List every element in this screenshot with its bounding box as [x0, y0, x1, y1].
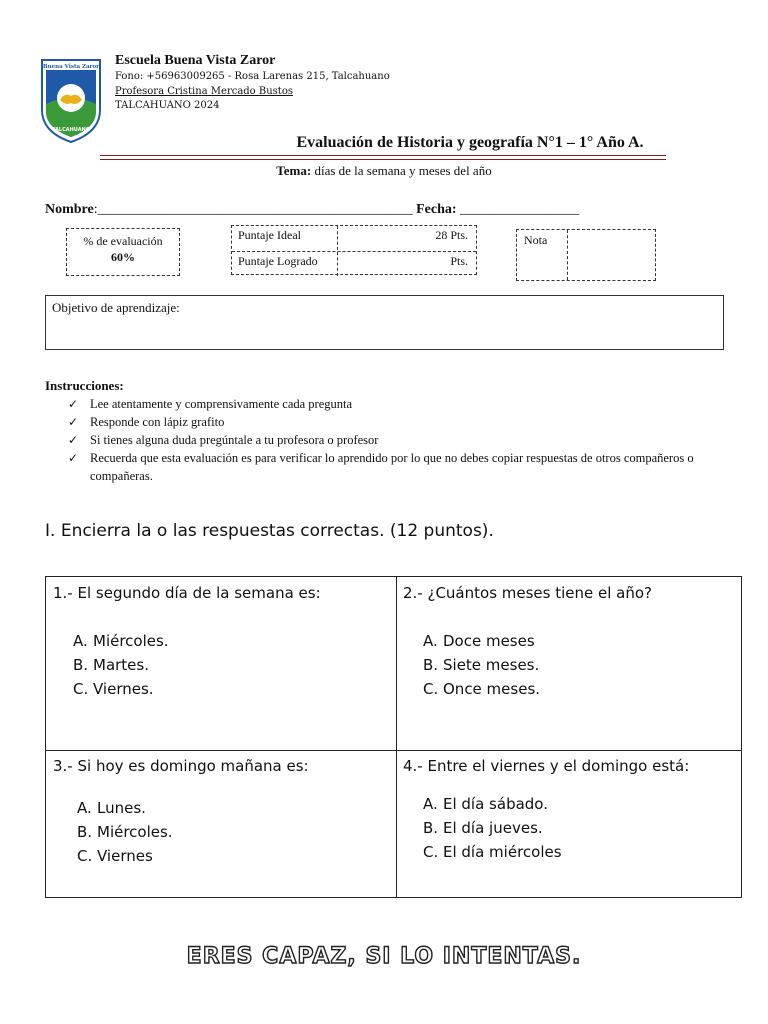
option-a[interactable]: A. Doce meses	[423, 632, 535, 650]
nombre-label: Nombre	[45, 202, 94, 217]
evaluation-percent-box	[66, 228, 180, 276]
objetivo-label: Objetivo de aprendizaje:	[52, 300, 180, 315]
question-text: 4.- Entre el viernes y el domingo está:	[403, 757, 690, 775]
question-3	[46, 750, 396, 872]
tema-line	[0, 163, 768, 179]
instrucciones-title: Instrucciones:	[45, 378, 124, 393]
questions-table	[45, 576, 742, 898]
question-4	[396, 750, 742, 868]
instruccion-item: ✓ Responde con lápiz grafito	[68, 415, 225, 429]
option-list	[53, 629, 389, 701]
instruccion-item: ✓ Si tienes alguna duda pregúntale a tu profesora o profesor	[68, 433, 379, 447]
tema-value: días de la semana y meses del año	[311, 163, 492, 178]
evaluation-title: Evaluación de Historia y geografía N°1 – 1° Año A.	[296, 134, 644, 151]
check-icon: ✓	[68, 397, 79, 411]
question-text: 1.- El segundo día de la semana es:	[53, 584, 321, 602]
puntaje-logrado-row	[232, 251, 476, 276]
motto: ERES CAPAZ, SI LO INTENTAS.	[186, 944, 582, 969]
option-list	[403, 792, 735, 864]
puntaje-logrado-value[interactable]: Pts.	[450, 254, 468, 268]
puntaje-box	[231, 225, 477, 275]
title-rule-top	[100, 155, 666, 156]
title-rule-bottom	[100, 159, 666, 160]
nombre-field[interactable]: :_____________________________________________	[93, 202, 413, 217]
option-a[interactable]: A. El día sábado.	[423, 795, 548, 813]
teacher-name: Profesora Cristina Mercado Bustos	[115, 86, 293, 97]
option-list	[403, 629, 735, 701]
puntaje-ideal-label: Puntaje Ideal	[238, 228, 301, 242]
question-1	[46, 577, 396, 705]
check-icon: ✓	[68, 451, 79, 465]
objetivo-box	[45, 295, 724, 350]
instruccion-item: ✓ Recuerda que esta evaluación es para verificar lo aprendido por lo que no debes copiar respuestas de otros compañeros o compañeras.	[68, 451, 694, 483]
logo-text-bottom: TALCAHUANO	[51, 127, 91, 133]
option-c[interactable]: C. Viernes	[77, 847, 153, 865]
nota-divider	[567, 230, 568, 280]
option-c[interactable]: C. Viernes.	[73, 680, 154, 698]
fecha-field[interactable]: _________________	[456, 202, 580, 217]
puntaje-divider	[337, 226, 338, 276]
check-icon: ✓	[68, 415, 79, 429]
question-text: 3.- Si hoy es domingo mañana es:	[53, 757, 309, 775]
option-b[interactable]: B. Martes.	[73, 656, 149, 674]
puntaje-ideal-row	[232, 226, 476, 251]
check-icon: ✓	[68, 433, 79, 447]
city-year: TALCAHUANO 2024	[115, 100, 220, 111]
school-contact: Fono: +56963009265 - Rosa Larenas 215, Talcahuano	[115, 71, 390, 82]
option-c[interactable]: C. Once meses.	[423, 680, 541, 698]
instrucciones-list	[68, 395, 708, 485]
tema-label: Tema:	[276, 163, 312, 178]
option-c[interactable]: C. El día miércoles	[423, 843, 562, 861]
option-list	[53, 796, 389, 868]
nota-label: Nota	[524, 233, 548, 247]
option-a[interactable]: A. Miércoles.	[73, 632, 169, 650]
section-title: I. Encierra la o las respuestas correctas. (12 puntos).	[45, 521, 494, 541]
option-b[interactable]: B. Miércoles.	[77, 823, 173, 841]
option-b[interactable]: B. Siete meses.	[423, 656, 540, 674]
logo-text-top: Buena Vista Zaror	[42, 64, 100, 70]
puntaje-ideal-value: 28 Pts.	[435, 228, 468, 242]
question-text: 2.- ¿Cuántos meses tiene el año?	[403, 584, 653, 602]
option-b[interactable]: B. El día jueves.	[423, 819, 543, 837]
nombre-fecha-row	[45, 202, 705, 218]
puntaje-logrado-label: Puntaje Logrado	[238, 254, 318, 268]
school-name: Escuela Buena Vista Zaror	[115, 53, 276, 68]
option-a[interactable]: A. Lunes.	[77, 799, 146, 817]
school-logo	[38, 48, 104, 144]
evaluation-percent-label: % de evaluación	[83, 234, 163, 248]
instruccion-item: ✓ Lee atentamente y comprensivamente cada pregunta	[68, 397, 353, 411]
question-2	[396, 577, 742, 705]
fecha-label: Fecha:	[416, 202, 457, 217]
nota-box	[516, 229, 656, 281]
evaluation-percent-value: 60%	[111, 250, 135, 264]
